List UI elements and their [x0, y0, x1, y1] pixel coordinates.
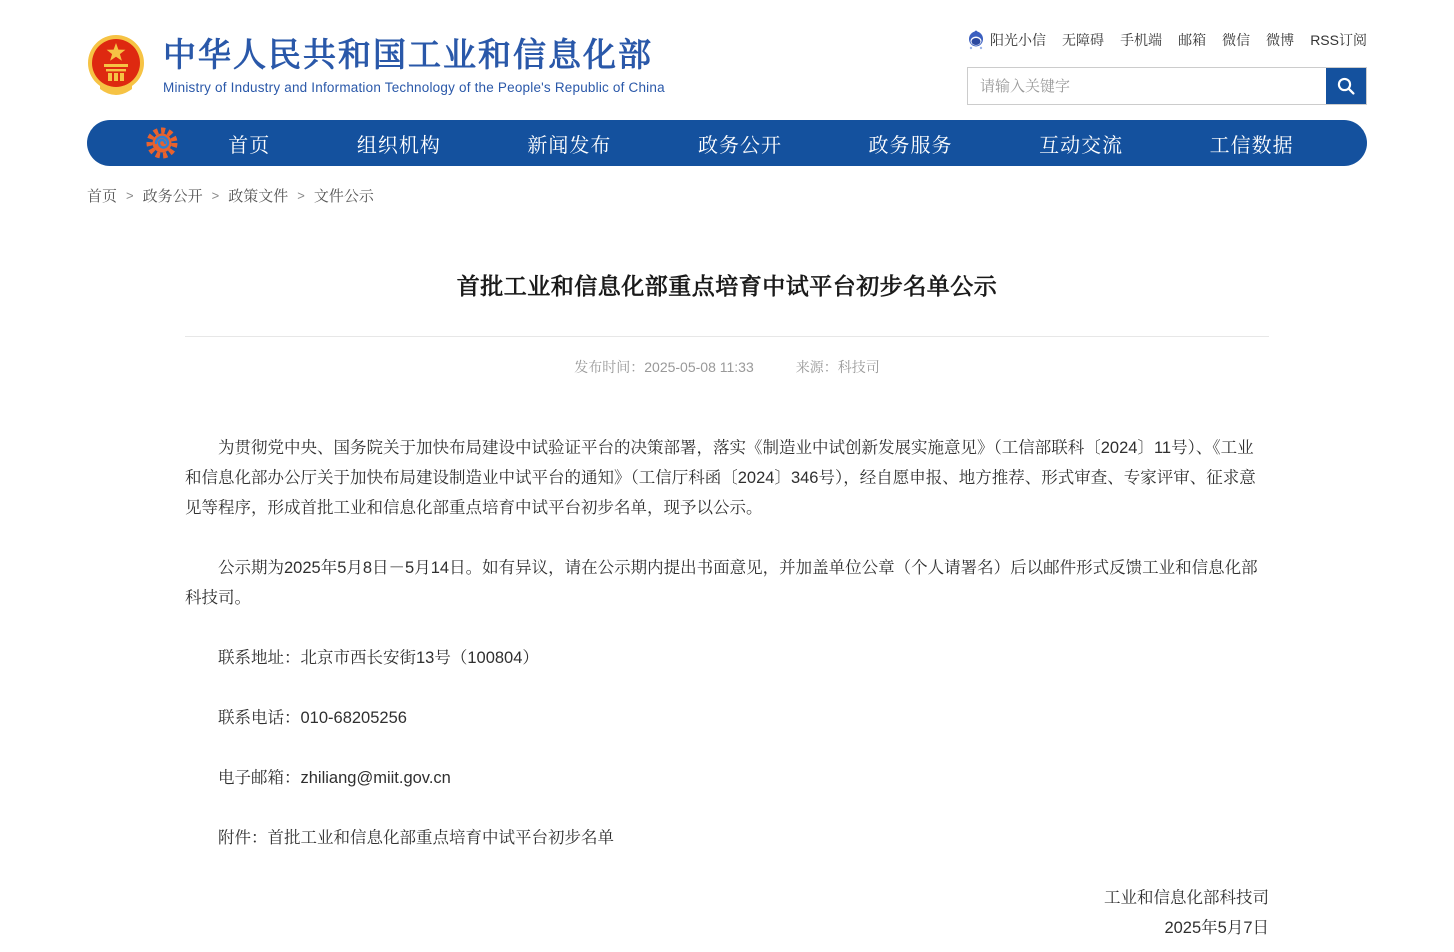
paragraph-intro: 为贯彻党中央、国务院关于加快布局建设中试验证平台的决策部署，落实《制造业中试创新发展实施意见》（工信部联科〔2024〕11号）、《工业和信息化部办公厅关于加快布局建设制造业中试平台的通知》（工信厅科函〔2024〕346号），经自愿申报、地方推荐、形式审查、专家评审、征求意见等程序，形成首批工业和信息化部重点培育中试平台初步名单，现予以公示。	[185, 439, 1256, 517]
publish-time-value: 2025-05-08 11:33	[644, 359, 754, 375]
breadcrumb	[87, 185, 1367, 206]
nav-item-home[interactable]: 首页	[228, 134, 271, 157]
nav-item-news[interactable]: 新闻发布	[527, 134, 612, 157]
utility-link-accessibility[interactable]: 无障碍	[1062, 32, 1105, 48]
breadcrumb-home[interactable]: 首页	[87, 188, 118, 205]
contact-address: 联系地址：北京市西长安街13号（100804）	[218, 649, 539, 667]
title-divider	[185, 336, 1269, 337]
brand-text	[163, 36, 665, 96]
source-value: 科技司	[837, 359, 880, 375]
publish-time-label: 发布时间：	[574, 359, 645, 375]
nav-item-data[interactable]: 工信数据	[1209, 134, 1294, 157]
page	[87, 0, 1367, 943]
site-title: 中华人民共和国工业和信息化部	[163, 35, 653, 73]
search-icon	[1336, 76, 1356, 96]
header-right	[967, 26, 1367, 105]
signature-department: 工业和信息化部科技司	[1104, 889, 1269, 907]
utility-link-sunshine[interactable]	[967, 30, 1046, 50]
nav-item-gov-disclosure[interactable]: 政务公开	[697, 134, 782, 157]
search-bar	[967, 67, 1367, 105]
nav-item-interaction[interactable]: 互动交流	[1039, 134, 1124, 157]
utility-link-label: 阳光小信	[990, 32, 1046, 48]
article-title: 首批工业和信息化部重点培育中试平台初步名单公示	[456, 273, 998, 299]
utility-link-wechat[interactable]: 微信	[1222, 32, 1251, 48]
utility-link-mail[interactable]: 邮箱	[1178, 32, 1207, 48]
utility-link-weibo[interactable]: 微博	[1266, 32, 1295, 48]
breadcrumb-gov-disclosure[interactable]: 政务公开	[142, 188, 203, 205]
miit-gear-logo-icon	[145, 126, 179, 160]
contact-phone: 联系电话：010-68205256	[218, 709, 407, 727]
article-meta	[185, 357, 1269, 377]
main-nav	[87, 120, 1367, 166]
paragraph-publicity-period: 公示期为2025年5月8日－5月14日。如有异议，请在公示期内提出书面意见，并加盖单位公章（个人请署名）后以邮件形式反馈工业和信息化部科技司。	[185, 559, 1258, 607]
site-brand[interactable]	[87, 26, 665, 105]
nav-item-organization[interactable]: 组织机构	[356, 134, 441, 157]
breadcrumb-policy-docs[interactable]: 政策文件	[228, 188, 289, 205]
breadcrumb-separator: >	[126, 188, 134, 203]
utility-links	[967, 30, 1367, 50]
nav-items	[185, 129, 1337, 158]
breadcrumb-doc-publicity[interactable]: 文件公示	[313, 188, 374, 205]
national-emblem-icon	[87, 33, 145, 99]
site-subtitle: Ministry of Industry and Information Technology of the People's Republic of China	[163, 80, 665, 96]
search-button[interactable]	[1326, 68, 1366, 104]
nav-item-gov-services[interactable]: 政务服务	[868, 134, 953, 157]
signature-date: 2025年5月7日	[1164, 919, 1269, 937]
mascot-robot-icon	[967, 30, 985, 50]
article-body	[185, 433, 1269, 853]
breadcrumb-separator: >	[297, 188, 305, 203]
attachment-line: 附件：首批工业和信息化部重点培育中试平台初步名单	[218, 829, 614, 847]
signature-block	[185, 883, 1269, 943]
utility-link-mobile[interactable]: 手机端	[1120, 32, 1163, 48]
source-label: 来源：	[795, 359, 838, 375]
contact-email: 电子邮箱：zhiliang@miit.gov.cn	[218, 769, 451, 787]
site-header	[87, 0, 1367, 105]
article	[185, 268, 1269, 943]
breadcrumb-separator: >	[211, 188, 220, 203]
search-input[interactable]	[968, 68, 1326, 104]
utility-link-rss[interactable]: RSS订阅	[1310, 32, 1367, 48]
